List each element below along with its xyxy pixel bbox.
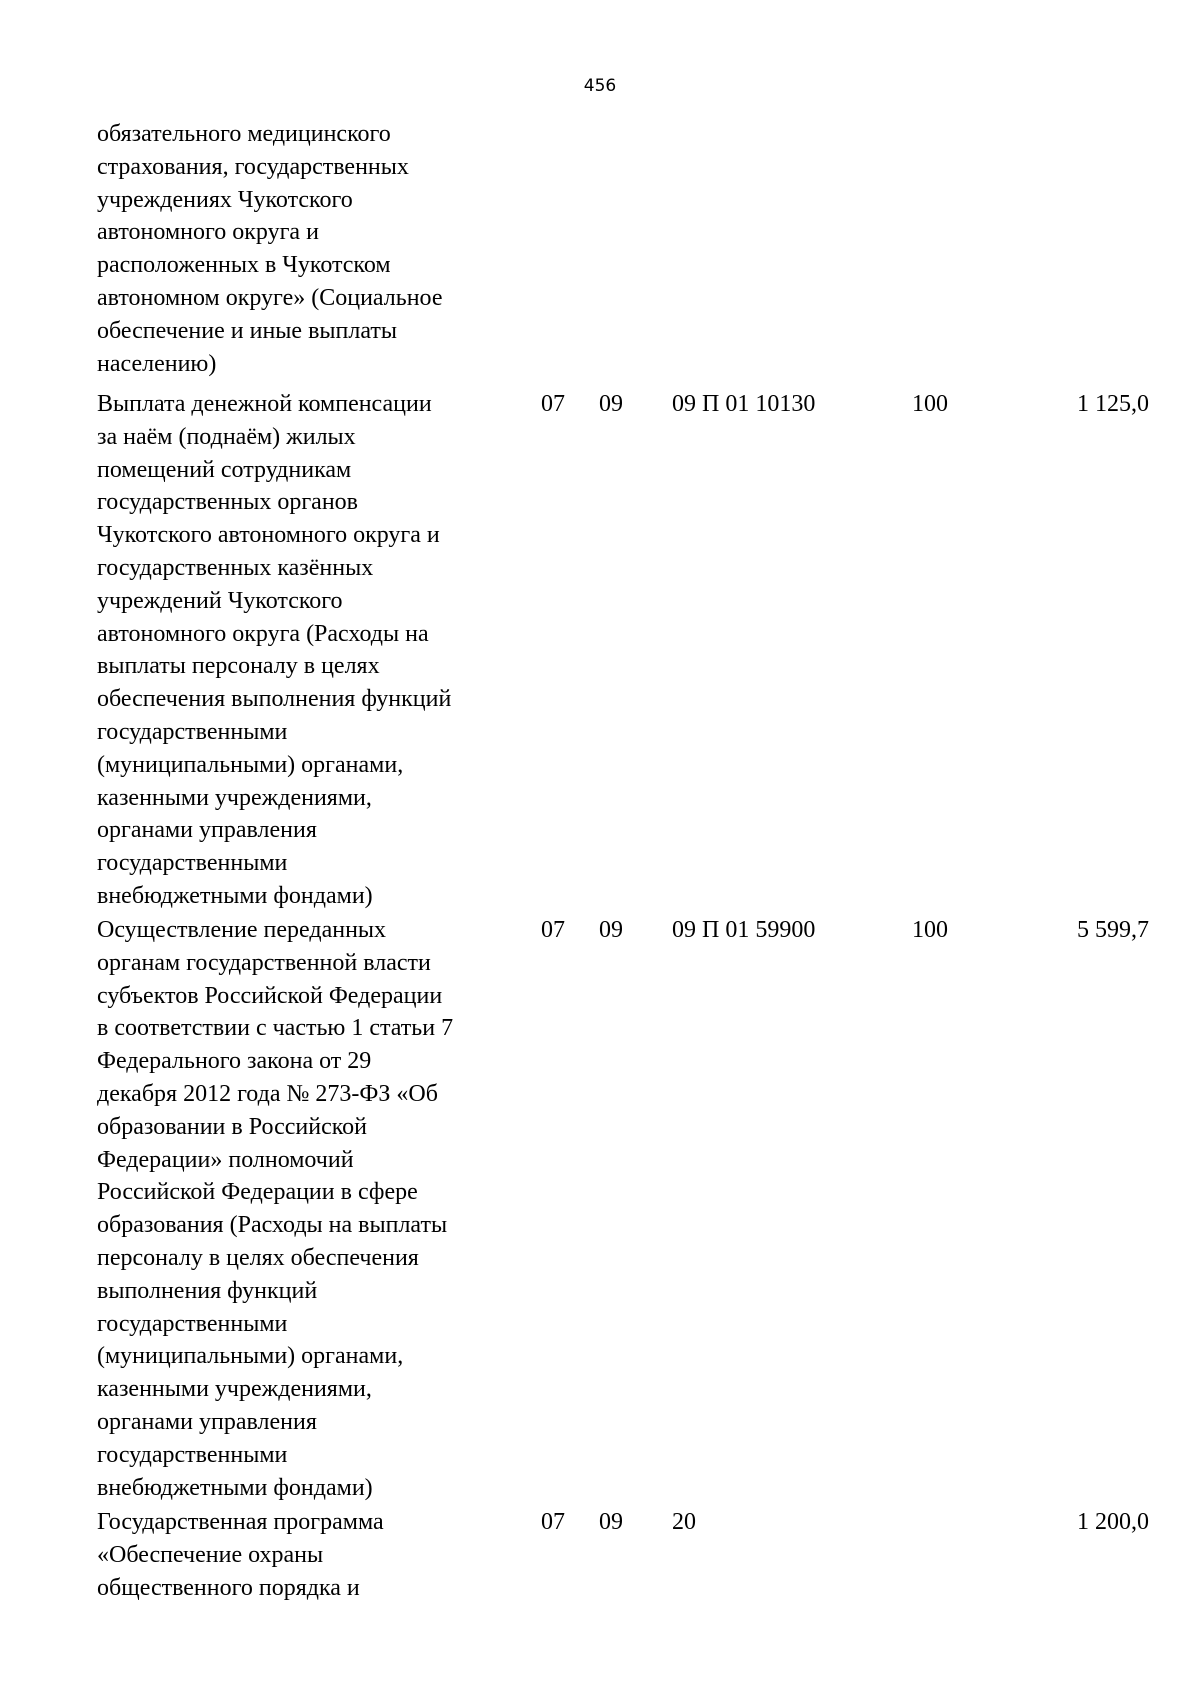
subsection-code: 09 xyxy=(599,391,623,417)
amount: 5 599,7 xyxy=(1077,917,1149,943)
section-code: 07 xyxy=(541,391,565,417)
subsection-code: 09 xyxy=(599,917,623,943)
amount: 1 125,0 xyxy=(1077,391,1149,417)
target-item-code: 09 П 01 59900 xyxy=(672,917,816,943)
page-number: 456 xyxy=(583,76,617,96)
target-item-code: 09 П 01 10130 xyxy=(672,391,816,417)
target-item-code: 20 xyxy=(672,1509,696,1535)
row-description: Государственная программа «Обеспечение охраны общественного порядка и xyxy=(97,1509,384,1601)
section-code: 07 xyxy=(541,917,565,943)
row-description: Осуществление переданных органам государственной власти субъектов Российской Федерации в соответствии с частью 1 статьи 7 Федерального закона от 29 декабря 2012 года № 273-ФЗ «Об образовании в Российской Федерации» полномочий Российской Федерации в сфере образования (Расходы на выплаты персоналу в целях обеспечения выполнения функций государственными (муниципальными) органами, казенными учреждениями, органами управления государственными внебюджетными фондами) xyxy=(97,917,454,1501)
amount: 1 200,0 xyxy=(1077,1509,1149,1535)
row-description: обязательного медицинского страхования, государственных учреждениях Чукотского автономного округа и расположенных в Чукотском автономном округе» (Социальное обеспечение и иные выплаты населению) xyxy=(97,121,443,377)
subsection-code: 09 xyxy=(599,1509,623,1535)
expense-type-code: 100 xyxy=(912,917,948,943)
section-code: 07 xyxy=(541,1509,565,1535)
row-description: Выплата денежной компенсации за наём (поднаём) жилых помещений сотрудникам государственных органов Чукотского автономного округа и государственных казённых учреждений Чукотского автономного округа (Расходы на выплаты персоналу в целях обеспечения выполнения функций государственными (муниципальными) органами, казенными учреждениями, органами управления государственными внебюджетными фондами) xyxy=(97,391,452,909)
expense-type-code: 100 xyxy=(912,391,948,417)
